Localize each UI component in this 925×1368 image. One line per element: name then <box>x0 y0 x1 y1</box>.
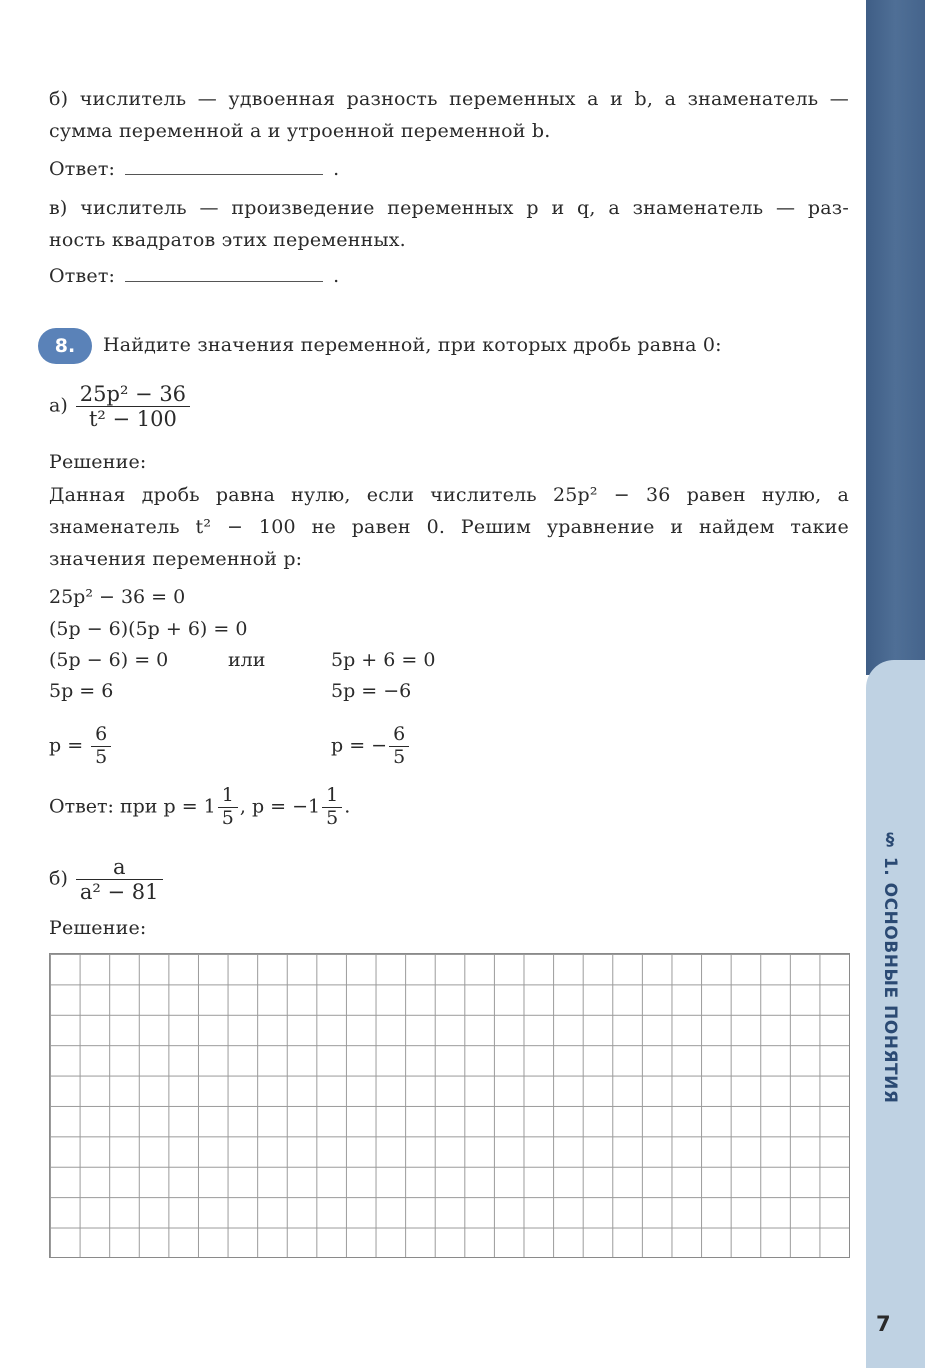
answer-mid: , p = −1 <box>239 795 321 818</box>
task7-v-answer <box>49 265 339 287</box>
answer-label: Ответ: <box>49 158 116 180</box>
fraction <box>389 724 409 769</box>
solution-label-b: Решение: <box>49 917 147 939</box>
task8-a-answer <box>49 785 350 830</box>
task7-v-line2: ность квадратов этих переменных. <box>49 229 406 251</box>
solution-line3: значения переменной p: <box>49 548 303 570</box>
fraction-numerator: 6 <box>91 724 111 747</box>
item-label: б) <box>49 867 68 890</box>
fraction-denominator: 5 <box>95 745 108 768</box>
solution-label: Решение: <box>49 451 147 473</box>
fraction <box>322 785 342 830</box>
root-positive <box>49 724 113 769</box>
solution-line2: знаменатель t² − 100 не равен 0. Решим уравнение и найдем такие <box>49 516 849 538</box>
answer-field[interactable] <box>125 160 323 175</box>
fraction <box>76 855 163 904</box>
fraction-denominator: 5 <box>221 806 234 829</box>
fraction-denominator: t² − 100 <box>88 407 177 432</box>
task7-v-line1: в) числитель — произведение переменных p и q, а знаменатель — раз- <box>49 197 849 219</box>
task8-a-expression <box>49 382 192 431</box>
fraction-denominator: 5 <box>393 745 406 768</box>
section-title: § 1. ОСНОВНЫЕ ПОНЯТИЯ <box>880 830 900 1104</box>
task7-b-answer <box>49 158 339 180</box>
fraction <box>91 724 111 769</box>
task7-b-line2: сумма переменной a и утроенной переменной b. <box>49 120 551 142</box>
task7-b-line1: б) числитель — удвоенная разность переменных a и b, а знаменатель — <box>49 88 849 110</box>
answer-label: Ответ: <box>49 265 116 287</box>
equation-4-right: 5p = −6 <box>331 680 412 702</box>
equation-3-left: (5p − 6) = 0 <box>49 649 169 671</box>
sidebar-band-top <box>866 0 925 675</box>
item-label: а) <box>49 394 68 417</box>
fraction-numerator: 1 <box>322 785 342 808</box>
fraction-numerator: 6 <box>389 724 409 747</box>
fraction-numerator: 25p² − 36 <box>76 382 190 407</box>
task-number-badge: 8. <box>38 328 92 364</box>
solution-line1: Данная дробь равна нулю, если числитель 25p² − 36 равен нулю, а <box>49 484 849 506</box>
answer-end: . <box>344 795 351 818</box>
equation-1: 25p² − 36 = 0 <box>49 586 186 608</box>
equation-3-or: или <box>228 649 266 671</box>
task8-b-expression <box>49 855 165 904</box>
answer-dot: . <box>333 158 340 180</box>
equation-4-left: 5p = 6 <box>49 680 114 702</box>
fraction <box>218 785 238 830</box>
answer-prefix: Ответ: при p = 1 <box>49 795 216 818</box>
equation-2: (5p − 6)(5p + 6) = 0 <box>49 618 248 640</box>
fraction-denominator: a² − 81 <box>79 880 159 905</box>
root-prefix: p = <box>49 734 84 757</box>
equation-3-right: 5p + 6 = 0 <box>331 649 436 671</box>
fraction-numerator: 1 <box>218 785 238 808</box>
answer-dot: . <box>333 265 340 287</box>
root-prefix: p = − <box>331 734 388 757</box>
answer-field[interactable] <box>125 267 323 282</box>
fraction-denominator: 5 <box>326 806 339 829</box>
fraction <box>76 382 190 431</box>
fraction-numerator: a <box>76 855 163 880</box>
answer-grid[interactable] <box>49 953 850 1258</box>
root-negative <box>331 724 411 769</box>
task8-prompt: Найдите значения переменной, при которых дробь равна 0: <box>103 334 722 356</box>
page-number: 7 <box>876 1312 891 1336</box>
